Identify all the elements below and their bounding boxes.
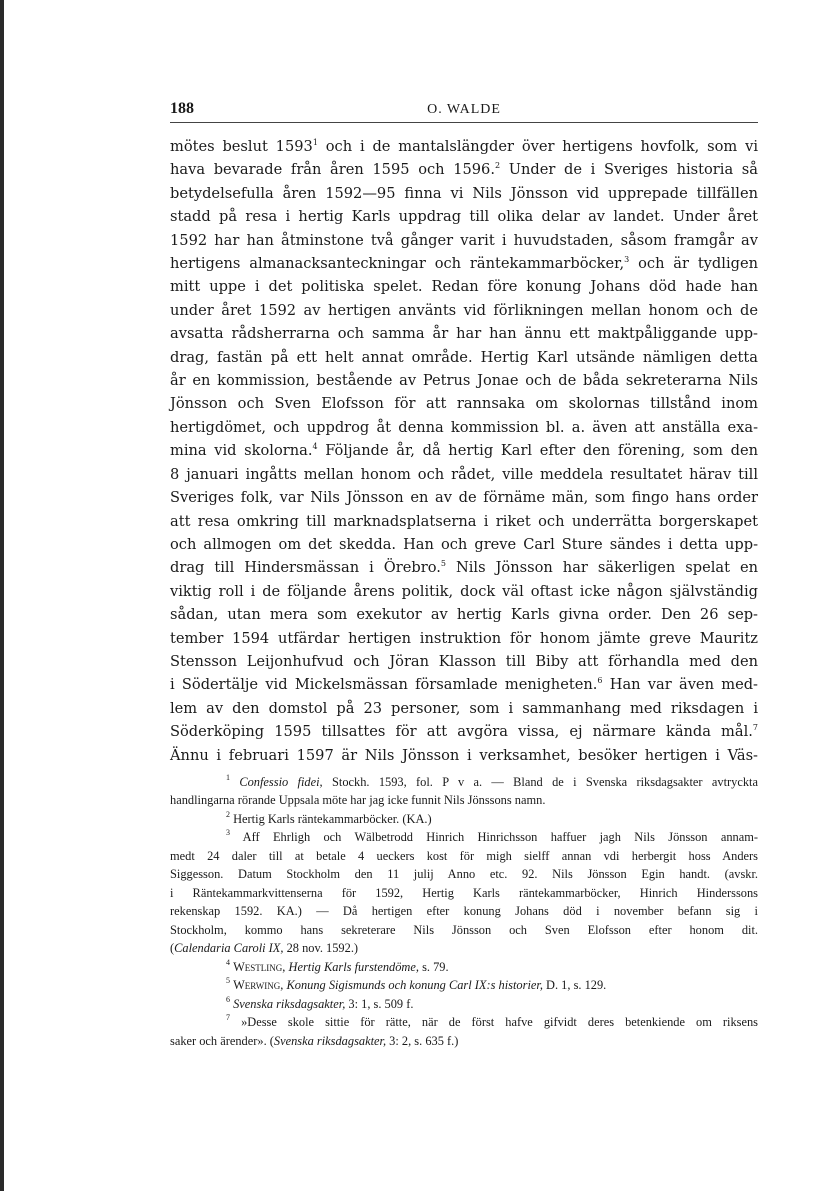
body-line: Stensson Leijonhufvud och Jöran Klasson till Biby att förhandla med den — [170, 652, 758, 670]
body-text — [170, 135, 758, 767]
running-head: O. WALDE — [427, 102, 501, 117]
body-line: tember 1594 utfärdar hertigen instruktion för honom jämte greve Mauritz — [170, 629, 758, 647]
footnote-2: $^2$ Hertig Karls räntekammarböcker. (KA.) — [226, 809, 432, 826]
footnotes — [170, 773, 758, 1051]
body-line: Ännu i februari 1597 är Nils Jönsson i verksamhet, besöker hertigen i Väs- — [170, 746, 758, 764]
body-line: mitt uppe i det politiska spelet. Redan före konung Johans död hade han — [170, 278, 758, 296]
footnote-4: $^4$ Westling, Hertig Karls furstendöme, s. 79. — [226, 957, 449, 974]
body-line: sådan, utan mera som exekutor av hertig Karls givna order. Den 26 sep- — [170, 606, 758, 624]
body-line: Söderköping 1595 tillsattes för att avgöra vissa, ej närmare kända mål.$^7$ — [170, 723, 758, 741]
footnote-6: $^6$ Svenska riksdagsakter, 3: 1, s. 509 f. — [226, 994, 414, 1011]
body-line: 1592 har han åtminstone två gånger varit i huvudstaden, såsom framgår av — [170, 231, 758, 249]
body-line: mötes beslut 1593$^1$ och i de mantalslängder över hertigens hovfolk, som vi — [170, 138, 758, 155]
body-line: mina vid skolorna.$^4$ Följande år, då hertig Karl efter den förening, som den — [170, 442, 758, 460]
body-line: Jönsson och Sven Elofsson för att rannsaka om skolornas tillstånd inom — [170, 395, 758, 413]
body-line: drag, fastän på ett helt annat område. Hertig Karl utsände nämligen detta — [170, 348, 758, 366]
book-page — [170, 100, 758, 1050]
body-line: att resa omkring till marknadsplatserna i riket och underrätta borgerskapet — [170, 512, 758, 530]
page-number: 188 — [170, 100, 194, 117]
footnote-7: $^7$ »Desse skole sittie för rätte, när de först hafve gifvidt deres betenkiende om riksens saker och ärender». (Svenska riksdagsakter, 3: 2, s. 635 f.) — [170, 1013, 758, 1048]
body-line: under året 1592 av hertigen använts vid förlikningen mellan honom och de — [170, 301, 758, 319]
page-header — [170, 100, 758, 123]
footnote-3: $^3$ Aff Ehrligh och Wälbetrodd Hinrich Hinrichsson haffuer jagh Nils Jönsson annam- medt 24 daler till at betale 4 ueckers kost för migh sielff annan vdi herbergit hoss Anders Siggesson. Datum Stockholm den 11 julij Anno etc. 92. Nils Jönsson Egin handt. (avskr. i Räntekammarkvittenserna för 1592, Hertig Karls räntekammarböcker, Hinrich Hinderssons rekenskap 1592. KA.) — Då hertigen efter konung Johans död i november befann sig i Stockholm, kommo hans sekreterare Nils Jönsson och Sven Elofsson efter honom dit. (Calendaria Caroli IX, 28 nov. 1592.) — [170, 828, 758, 956]
body-line: hertigens almanacksanteckningar och räntekammarböcker,$^3$ och är tydligen — [170, 255, 758, 273]
body-line: stadd på resa i hertig Karls uppdrag till olika delar av landet. Under året — [170, 208, 758, 226]
body-line: 8 januari ingåtts mellan honom och rådet, ville meddela resultatet härav till — [170, 465, 758, 483]
body-line: betydelsefulla åren 1592—95 finna vi Nils Jönsson vid upprepade tillfällen — [170, 184, 758, 202]
body-line: drag till Hindersmässan i Örebro.$^5$ Nils Jönsson har säkerligen spelat en — [170, 559, 759, 577]
footnote-1: $^1$ Confessio fidei, Stockh. 1593, fol. P v a. — Bland de i Svenska riksdagsakter avtryckta handlingarna rörande Uppsala möte har jag icke funnit Nils Jönssons namn. — [170, 772, 758, 808]
body-line: i Södertälje vid Mickelsmässan församlade menigheten.$^6$ Han var även med- — [170, 676, 758, 694]
scan-edge — [0, 0, 4, 1191]
body-line: avsatta rådsherrarna och samma år har han ännu ett maktpåliggande upp- — [170, 325, 758, 343]
body-line: hertigdömet, och uppdrog åt denna kommission bl. a. även att anställa exa- — [170, 418, 758, 436]
body-line: lem av den domstol på 23 personer, som i sammanhang med riksdagen i — [170, 699, 758, 717]
body-line: och allmogen om det skedda. Han och greve Carl Sture sändes i detta upp- — [170, 535, 758, 553]
footnote-5: $^5$ Werwing, Konung Sigismunds och konung Carl IX:s historier, D. 1, s. 129. — [226, 976, 607, 993]
body-line: år en kommission, bestående av Petrus Jonae och de båda sekreterarna Nils — [170, 372, 758, 390]
body-line: hava bevarade från åren 1595 och 1596.$^2$ Under de i Sveriges historia så — [170, 161, 758, 179]
body-line: viktig roll i de följande årens politik, dock väl oftast icke någon självständig — [170, 582, 758, 600]
body-line: Sveriges folk, var Nils Jönsson en av de förnäme män, som fingo hans order — [170, 489, 758, 507]
